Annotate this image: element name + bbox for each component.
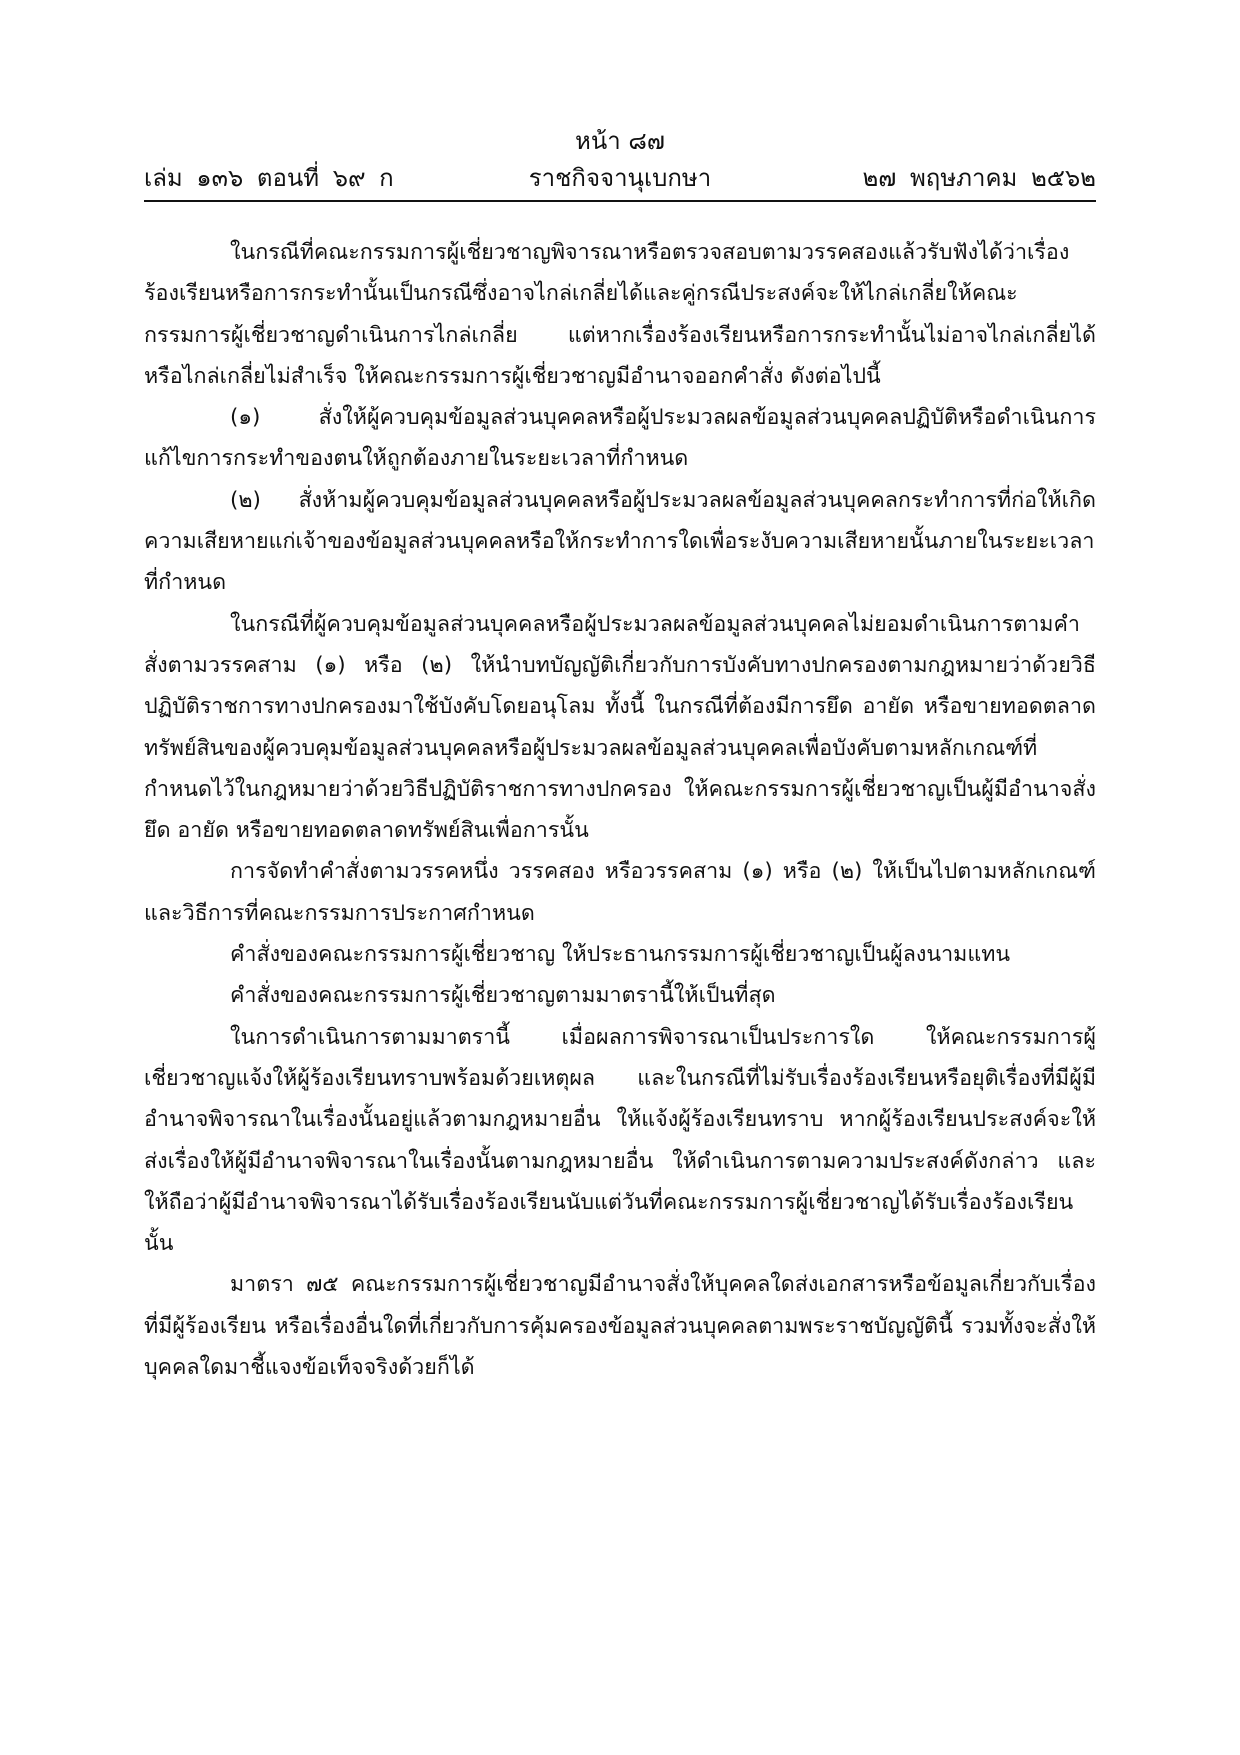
paragraph-order-procedure: การจัดทำคำสั่งตามวรรคหนึ่ง วรรคสอง หรือวรรคสาม (๑) หรือ (๒) ให้เป็นไปตามหลักเกณฑ์และวิธีการที่คณะกรรมการประกาศกำหนด xyxy=(144,859,1096,926)
paragraph-section-75: มาตรา ๗๕ คณะกรรมการผู้เชี่ยวชาญมีอำนาจสั่งให้บุคคลใดส่งเอกสารหรือข้อมูลเกี่ยวกับเรื่องที่มีผู้ร้องเรียน หรือเรื่องอื่นใดที่เกี่ยวกับการคุ้มครองข้อมูลส่วนบุคคลตามพระราชบัญญัตินี้ รวมทั้งจะสั่งให้บุคคลใดมาชี้แจงข้อเท็จจริงด้วยก็ได้ xyxy=(144,1272,1096,1381)
publication-date: ๒๗ พฤษภาคม ๒๕๖๒ xyxy=(862,164,1096,192)
paragraph-item-2: (๒) สั่งห้ามผู้ควบคุมข้อมูลส่วนบุคคลหรือผู้ประมวลผลข้อมูลส่วนบุคคลกระทำการที่ก่อให้เกิดความเสียหายแก่เจ้าของข้อมูลส่วนบุคคลหรือให้กระทำการใดเพื่อระงับความเสียหายนั้นภายในระยะเวลาที่กำหนด xyxy=(144,487,1096,596)
paragraph-order-final: คำสั่งของคณะกรรมการผู้เชี่ยวชาญตามมาตรานี้ให้เป็นที่สุด xyxy=(230,983,776,1009)
publication-title: ราชกิจจานุเบกษา xyxy=(528,164,712,192)
header-divider xyxy=(144,200,1096,202)
paragraph-mediation-order: ในกรณีที่คณะกรรมการผู้เชี่ยวชาญพิจารณาหรือตรวจสอบตามวรรคสองแล้วรับฟังได้ว่าเรื่องร้องเรียนหรือการกระทำนั้นเป็นกรณีซึ่งอาจไกล่เกลี่ยได้และคู่กรณีประสงค์จะให้ไกล่เกลี่ยให้คณะกรรมการผู้เชี่ยวชาญดำเนินการไกล่เกลี่ย แต่หากเรื่องร้องเรียนหรือการกระทำนั้นไม่อาจไกล่เกลี่ยได้ หรือไกล่เกลี่ยไม่สำเร็จ ให้คณะกรรมการผู้เชี่ยวชาญมีอำนาจออกคำสั่ง ดังต่อไปนี้ xyxy=(144,240,1096,389)
paragraph-enforcement: ในกรณีที่ผู้ควบคุมข้อมูลส่วนบุคคลหรือผู้ประมวลผลข้อมูลส่วนบุคคลไม่ยอมดำเนินการตามคำสั่งตามวรรคสาม (๑) หรือ (๒) ให้นำบทบัญญัติเกี่ยวกับการบังคับทางปกครองตามกฎหมายว่าด้วยวิธีปฏิบัติราชการทางปกครองมาใช้บังคับโดยอนุโลม ทั้งนี้ ในกรณีที่ต้องมีการยึด อายัด หรือขายทอดตลาดทรัพย์สินของผู้ควบคุมข้อมูลส่วนบุคคลหรือผู้ประมวลผลข้อมูลส่วนบุคคลเพื่อบังคับตามหลักเกณฑ์ที่กำหนดไว้ในกฎหมายว่าด้วยวิธีปฏิบัติราชการทางปกครอง ให้คณะกรรมการผู้เชี่ยวชาญเป็นผู้มีอำนาจสั่งยึด อายัด หรือขายทอดตลาดทรัพย์สินเพื่อการนั้น xyxy=(144,611,1096,844)
paragraph-notification: ในการดำเนินการตามมาตรานี้ เมื่อผลการพิจารณาเป็นประการใด ให้คณะกรรมการผู้เชี่ยวชาญแจ้งให้ผู้ร้องเรียนทราบพร้อมด้วยเหตุผล และในกรณีที่ไม่รับเรื่องร้องเรียนหรือยุติเรื่องที่มีผู้มีอำนาจพิจารณาในเรื่องนั้นอยู่แล้วตามกฎหมายอื่น ให้แจ้งผู้ร้องเรียนทราบ หากผู้ร้องเรียนประสงค์จะให้ส่งเรื่องให้ผู้มีอำนาจพิจารณาในเรื่องนั้นตามกฎหมายอื่น ให้ดำเนินการตามความประสงค์ดังกล่าว และให้ถือว่าผู้มีอำนาจพิจารณาได้รับเรื่องร้องเรียนนับแต่วันที่คณะกรรมการผู้เชี่ยวชาญได้รับเรื่องร้องเรียนนั้น xyxy=(144,1024,1096,1257)
paragraph-order-signatory: คำสั่งของคณะกรรมการผู้เชี่ยวชาญ ให้ประธานกรรมการผู้เชี่ยวชาญเป็นผู้ลงนามแทน xyxy=(230,942,1011,968)
body-text xyxy=(144,232,1096,1388)
issue-reference: เล่ม ๑๓๖ ตอนที่ ๖๙ ก xyxy=(144,164,394,192)
running-header xyxy=(144,160,1096,196)
paragraph-item-1: (๑) สั่งให้ผู้ควบคุมข้อมูลส่วนบุคคลหรือผู้ประมวลผลข้อมูลส่วนบุคคลปฏิบัติหรือดำเนินการแก้ไขการกระทำของตนให้ถูกต้องภายในระยะเวลาที่กำหนด xyxy=(144,405,1096,472)
page-number: หน้า ๘๗ xyxy=(575,127,665,155)
